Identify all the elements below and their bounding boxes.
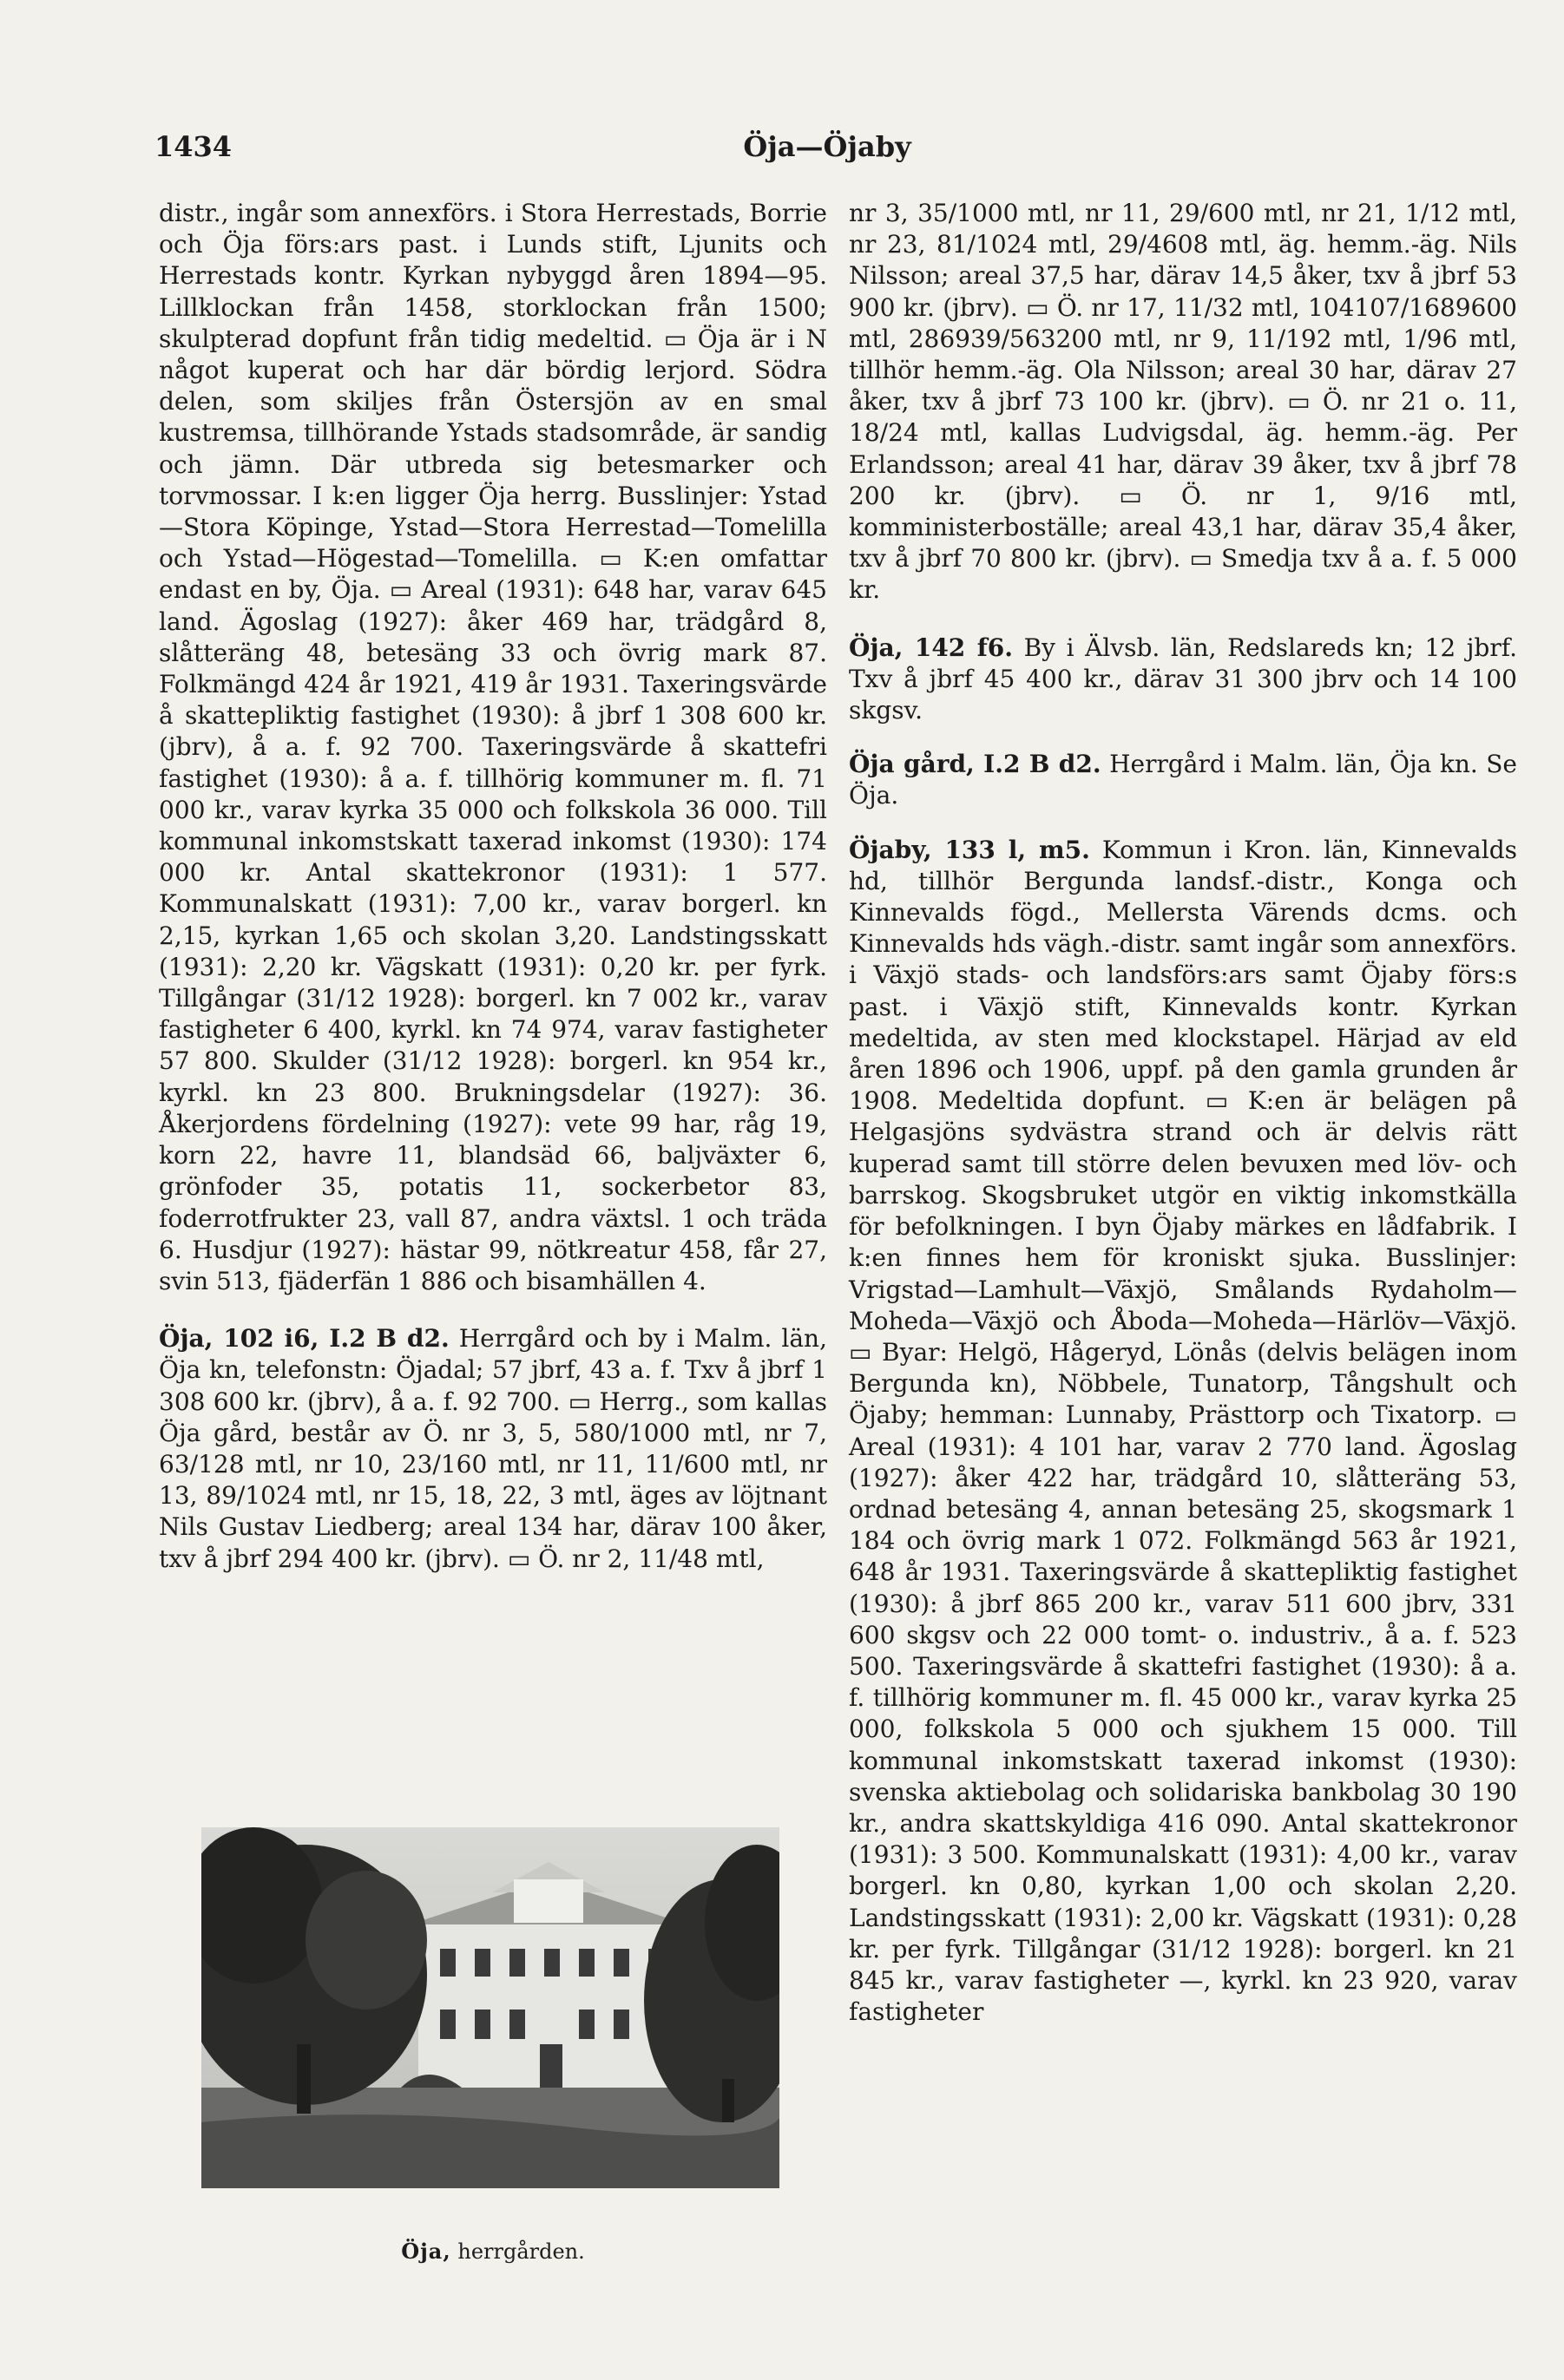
entry-headword: Öja, 142 f6. (849, 633, 1014, 662)
entry-text: Kommun i Kron. län, Kinnevalds hd, tillhör Bergunda landsf.-distr., Konga och Kinnevalds fögd., Mellersta Värends dcms. och Kinnevalds hds vägh.-distr. samt ingår som annexförs. i Växjö stads- och landsförs:ars samt Öjaby förs:s past. i Växjö stift, Kinnevalds kontr. Kyrkan medeltida, av sten med klockstapel. Härjad av eld åren 1896 och 1906, uppf. på den gamla grunden år 1908. Medeltida dopfunt. ▭ K:en är belägen på Helgasjöns sydvästra strand och är delvis rätt kuperad samt till större delen bevuxen med löv- och barrskog. Skogsbruket utgör en viktig inkomstkälla för befolkningen. I byn Öjaby märkes en lådfabrik. I k:en finnes hem för kroniskt sjuka. Busslinjer: Vrigstad—Lamhult—Växjö, Smålands Rydaholm—Moheda—Växjö och Åboda—Moheda—Härlöv—Växjö. ▭ Byar: Helgö, Hågeryd, Lönås (delvis belägen inom Bergunda kn), Nöbbele, Tunatorp, Tångshult och Öjaby; hemman: Lunnaby, Prästtorp och Tixatorp. ▭ Areal (1931): 4 101 har, varav 2 770 land. Ägoslag (1927): åker 422 har, trädgård 10, slåtteräng 53, ordnad betesäng 4, annan betesäng 25, skogsmark 1 184 och övrig mark 1 072. Folkmängd 563 år 1921, 648 år 1931. Taxeringsvärde å skattepliktig fastighet (1930): å jbrf 865 200 kr., varav 511 600 jbrv, 331 600 skgsv och 22 000 tomt- o. industriv., å a. f. 523 500. Taxeringsvärde å skattefri fastighet (1930): å a. f. tillhörig kommuner m. fl. 45 000 kr., varav kyrka 25 000, folkskola 5 000 och sjukhem 15 000. Till kommunal inkomstskatt taxerad inkomst (1930): svenska aktiebolag och solidariska bankbolag 30 190 kr., andra skattskyldiga 416 090. Antal skattekronor (1931): 3 500. Kommunalskatt (1931): 4,00 kr., varav borgerl. kn 0,80, kyrkan 1,00 och skolan 2,20. Landstingsskatt (1931): 2,00 kr. Vägskatt (1931): 0,28 kr. per fyrk. Tillgångar (31/12 1928): borgerl. kn 21 845 kr., varav fastigheter —, kyrkl. kn 23 920, varav fastigheter (849, 835, 1517, 2027)
paragraph-text: nr 3, 35/1000 mtl, nr 11, 29/600 mtl, nr 21, 1/12 mtl, nr 23, 81/1024 mtl, 29/4608 mtl, äg. hemm.-äg. Nils Nilsson; areal 37,5 har, därav 14,5 åker, txv å jbrf 53 900 kr. (jbrv). ▭ Ö. nr 17, 11/32 mtl, 104107/1689600 mtl, 286939/563200 mtl, nr 9, 11/192 mtl, 1/96 mtl, tillhör hemm.-äg. Ola Nilsson; areal 30 har, därav 27 åker, txv å jbrf 73 100 kr. (jbrv). ▭ Ö. nr 21 o. 11, 18/24 mtl, kallas Ludvigsdal, äg. hemm.-äg. Per Erlandsson; areal 41 har, därav 39 åker, txv å jbrf 78 200 kr. (jbrv). ▭ Ö. nr 1, 9/16 mtl, komministerboställe; areal 43,1 har, därav 35,4 åker, txv å jbrf 70 800 kr. (jbrv). ▭ Smedja txv å a. f. 5 000 kr. (849, 199, 1517, 605)
entry-oja-102 (159, 1323, 827, 1575)
entry-oja-gard (849, 749, 1517, 811)
entry-ojaby (849, 835, 1517, 2029)
entry-text: Herrgård i Malm. län, Öja kn. Se Öja. (849, 750, 1518, 810)
page-header (154, 130, 1500, 174)
caption-name: Öja, (401, 2239, 451, 2264)
page-number: 1434 (154, 130, 233, 163)
running-title: Öja—Öjaby (743, 130, 911, 163)
entry-text: Herrgård och by i Malm. län, Öja kn, telefonstn: Öjadal; 57 jbrf, 43 a. f. Txv å jbrf 1 308 600 kr. (jbrv), å a. f. 92 700. ▭ Herrg., som kallas Öja gård, består av Ö. nr 3, 5, 580/1000 mtl, nr 7, 63/128 mtl, nr 10, 23/160 mtl, nr 11, 11/600 mtl, nr 13, 89/1024 mtl, nr 15, 18, 22, 3 mtl, äges av löjtnant Nils Gustav Liedberg; areal 134 har, därav 100 åker, txv å jbrf 294 400 kr. (jbrv). ▭ Ö. nr 2, 11/48 mtl, (159, 1324, 827, 1573)
entry-headword: Öja gård, I.2 B d2. (849, 750, 1101, 779)
photo-caption (159, 2239, 827, 2264)
entry-continued-paragraph (159, 198, 827, 1297)
entry-headword: Öjaby, 133 l, m5. (849, 835, 1090, 864)
caption-text: herrgården. (457, 2239, 585, 2264)
entry-continued-paragraph (849, 198, 1517, 606)
entry-oja-142 (849, 633, 1517, 727)
left-column (159, 198, 827, 1597)
entry-headword: Öja, 102 i6, I.2 B d2. (159, 1324, 450, 1354)
entry-text: By i Älvsb. län, Redslareds kn; 12 jbrf. Txv å jbrf 45 400 kr., därav 31 300 jbrv och 14 100 skgsv. (849, 633, 1517, 725)
right-column (849, 198, 1517, 2050)
manor-photo (201, 1827, 779, 2188)
manor-photo-image (201, 1827, 779, 2188)
paragraph-text: distr., ingår som annexförs. i Stora Herrestads, Borrie och Öja förs:ars past. i Lunds stift, Ljunits och Herrestads kontr. Kyrkan nybyggd åren 1894—95. Lillklockan från 1458, storklockan från 1500; skulpterad dopfunt från tidig medeltid. ▭ Öja är i N något kuperat och har där bördig lerjord. Södra delen, som skiljes från Östersjön av en smal kustremsa, tillhörande Ystads stadsområde, är sandig och jämn. Där utbreda sig betesmarker och torvmossar. I k:en ligger Öja herrg. Busslinjer: Ystad—Stora Köpinge, Ystad—Stora Herrestad—Tomelilla och Ystad—Högestad—Tomelilla. ▭ K:en omfattar endast en by, Öja. ▭ Areal (1931): 648 har, varav 645 land. Ägoslag (1927): åker 469 har, trädgård 8, slåtteräng 48, betesäng 33 och övrig mark 87. Folkmängd 424 år 1921, 419 år 1931. Taxeringsvärde å skattepliktig fastighet (1930): å jbrf 1 308 600 kr. (jbrv), å a. f. 92 700. Taxeringsvärde å skattefri fastighet (1930): å a. f. tillhörig kommuner m. fl. 71 000 kr., varav kyrka 35 000 och folkskola 36 000. Till kommunal inkomstskatt taxerad inkomst (1930): 174 000 kr. Antal skattekronor (1931): 1 577. Kommunalskatt (1931): 7,00 kr., varav borgerl. kn 2,15, kyrkan 1,65 och skolan 3,20. Landstingsskatt (1931): 2,20 kr. Vägskatt (1931): 0,20 kr. per fyrk. Tillgångar (31/12 1928): borgerl. kn 7 002 kr., varav fastigheter 6 400, kyrkl. kn 74 974, varav fastigheter 57 800. Skulder (31/12 1928): borgerl. kn 954 kr., kyrkl. kn 23 800. Brukningsdelar (1927): 36. Åkerjordens fördelning (1927): vete 99 har, råg 19, korn 22, havre 11, blandsäd 66, baljväxter 6, grönfoder 35, potatis 11, sockerbetor 83, foderrotfrukter 23, vall 87, andra växtsl. 1 och träda 6. Husdjur (1927): hästar 99, nötkreatur 458, får 27, svin 513, fjäderfän 1 886 och bisamhällen 4. (159, 199, 827, 1295)
